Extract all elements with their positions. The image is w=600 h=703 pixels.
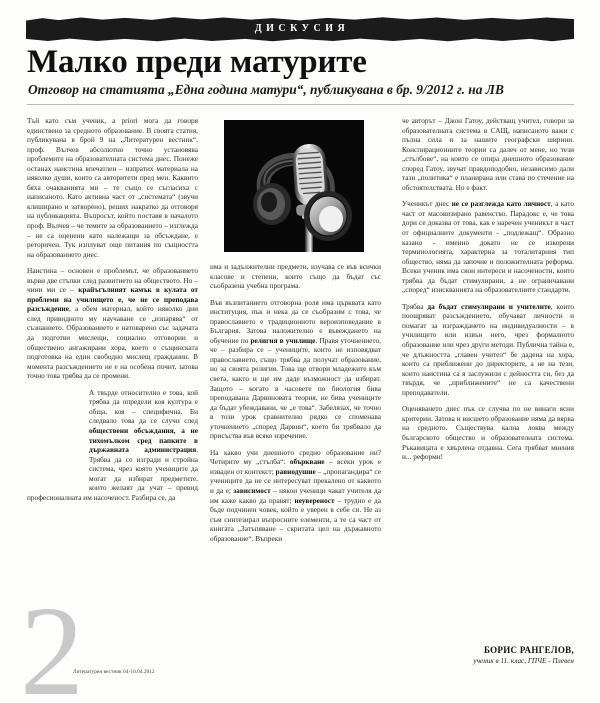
microphone-headphones-photo xyxy=(224,120,364,252)
page-number-spacer xyxy=(27,388,89,492)
paragraph: че авторът – Джон Гатоу, действащ учител, говори за образователната система в САЩ, написаното важи с пълна сила и за нашите географски ширини. Конспирационните теории са далеч от мене, но тези „стълбове“, на които се опира днешното образование според Гатоу, звучат правдоподобно, независимо дали тази „политика“ е планирана или става по стечение на обстоятелствата. Но е факт. xyxy=(402,116,574,192)
section-banner xyxy=(26,16,574,42)
article-subheadline: Отговор на статията „Една година матури“, публикувана в бр. 9/2012 г. на ЛВ xyxy=(28,82,504,97)
emphasis-text: религия в училище xyxy=(250,335,316,345)
paragraph: На какво учи днешното средно образование ни? Четирите му „стълба“: объркване – всеки урок е изваден от контекст; равнодушие – „пропагандира“ се учениците да не се интересуват прекалено от каквото и да е; зависимост – някои ученици чакат учителя да им каже какво да правят; неувереност – трудно е да бъде подчинен човек, който е уверен в себе си. Не аз съм синтезирал въпросните елементи, а те са част от книгата „Затъпяване – скритата цел на държавното образование“. Въпреки xyxy=(210,447,382,543)
paragraph: Във възпитанието отговорна роля има църквата като институция, пък и нека да се съобразим с това, че православието е традиционното вероизповедание в България. Затова наложително е въвеждането на обучение по религия в училище. Правя уточнението, че – разбира се – учениците, които не изповядват православието, също трябва да получат образование, но за своята религия. Това ще отвори младежите към света, както и ще им даде възможност да избират. Защото – когато в часовете по биология бива преподавана Дарвиновата теория, не бива учениците да бъдат убеждавани, че „е това“. Забелязах, че точно в този урок сравнително рядко се споменава уточнението „според Дарвин“, което би трябвало да присъства във всяко изречение. xyxy=(210,297,381,441)
publication-footer: Литературен вестник 04-10.04.2012 xyxy=(73,669,155,675)
article-column-3 xyxy=(402,116,574,469)
paragraph: Ученикът днес не се разглежда като личност, а като част от масовизирано равенство. Парадокс е, че това дори се доказва от това, как е наречен ученикът в част от официалните документи - „подлежащ“. Образно казано - именно докато не се изкорени терминологията, характерна за тоталитарния тип общество, няма да започне и положителната реформа. Всеки ученик има свои интереси и насочености, които трябва да бъдат стимулирани, а не ограничавани „според“ изискванията на образователните стандарти. xyxy=(402,199,574,295)
emphasis-text: объркване xyxy=(289,457,325,467)
paragraph: Оценяването днес пък се случва по не винаги ясни критерии. Затова и висшето образование няма да вярва на средното. Съществува кална локва между българското общество и образователната система. Ръкавицата е хвърлена отдавна. Сега трябват мнения и... реформи! xyxy=(402,404,574,462)
paragraph: Тъй като съм ученик, a priori мога да говоря единствено за средното образование. В своята статия, публикувана в брой 9 на „Литературен вестник“, проф. Вълчев абсолютно точно установява проблемите на образователната система днес. Понеже останах наистина впечатлен – изпратих материала на няколко души, които са авторитети пред мен. Каквито бяха очакванията ми – те също се съгласиха с написаното. Като активна част от „системата“ (звучи клиширано и затворено), реших накратко да отговоря на публикацията. Въпросът, който поставя в началото проф. Вълчев – че темите за образованието – изглежда – не са оценени като належащи за обсъждане, е реторичен. Тук изплуват още питания по същността на образованието днес. xyxy=(27,116,198,259)
paragraph: Наистина – основен е проблемът, че образованието върви две стъпки след развитието на обществото. Но – чини ми се – крайъгълният камък в кулата от проблеми на училището е, че не се преподава разсъждение, а обем материал, който няколко дни след привидното му научаване се „изпарява“ от съзнанието. Образованието е натоварено със задачата да подготви мислещи, социално отговорни и обществено ангажирани хора, което е същинската подготовка на един свободно мислещ гражданин. В момента разсъждението не е на особена почит, затова точно това трябва да се промени. xyxy=(27,266,198,381)
emphasis-text: крайъгълният камък в кулата от проблеми на училището е, че не се преподава разсъждение xyxy=(27,285,198,314)
emphasis-text: зависимост xyxy=(233,486,271,496)
author-signature xyxy=(473,645,574,665)
banner-label: ДИСКУСИЯ xyxy=(254,23,350,34)
author-name: БОРИС РАНГЕЛОВ, xyxy=(483,645,574,655)
paragraph: Трябва да бъдат стимулирани и учителите, които поощряват разсъждението, обучават личности и помагат за изграждането на индивидуалности – в училището или извън него, чрез формалното образование или чрез други методи. Публична тайна е, че длъжността „главен учител“ бе дадена на хора, които са приближени до директорите, а не на тези, които наистина са я заслужили с дейността си, без да твърдя, че „приближените“ не са качествени преподаватели. xyxy=(402,301,574,397)
emphasis-text: неувереност xyxy=(294,495,335,505)
header-divider xyxy=(27,104,574,105)
article-column-2 xyxy=(210,262,381,550)
emphasis-text: равнодушие xyxy=(275,466,316,476)
microphone-headphones-icon xyxy=(224,120,364,252)
emphasis-text: не се разглежда като личност xyxy=(451,199,551,209)
page-number: 2 xyxy=(20,580,84,703)
emphasis-text: да бъдат стимулирани и учителите xyxy=(427,301,551,311)
emphasis-text: обществени обсъждания, а не тихомълком сред папките в държавната администрация xyxy=(89,425,198,455)
paragraph: А твърде относително е това, кой трябва да определи коя култура е обща, коя – специфична. Би следвало това да се случи след обществени обсъждания, а не тихомълком сред папките в държавната администрация. Трябва да се изгради и стройна система, чрез която учениците да могат да избират предметите, които желаят да учат – превид професионалната им насоченост. Разбира се, да xyxy=(27,387,198,502)
article-column-1 xyxy=(27,116,198,509)
paragraph: има и задължителни предмети, изучава се във всички класове и степени, които също да бъдат със съобразена учебна програма. xyxy=(210,262,381,291)
article-headline: Малко преди матурите xyxy=(27,44,367,80)
author-role: ученик в 11. клас, ГПЧЕ - Плевен xyxy=(473,657,574,665)
